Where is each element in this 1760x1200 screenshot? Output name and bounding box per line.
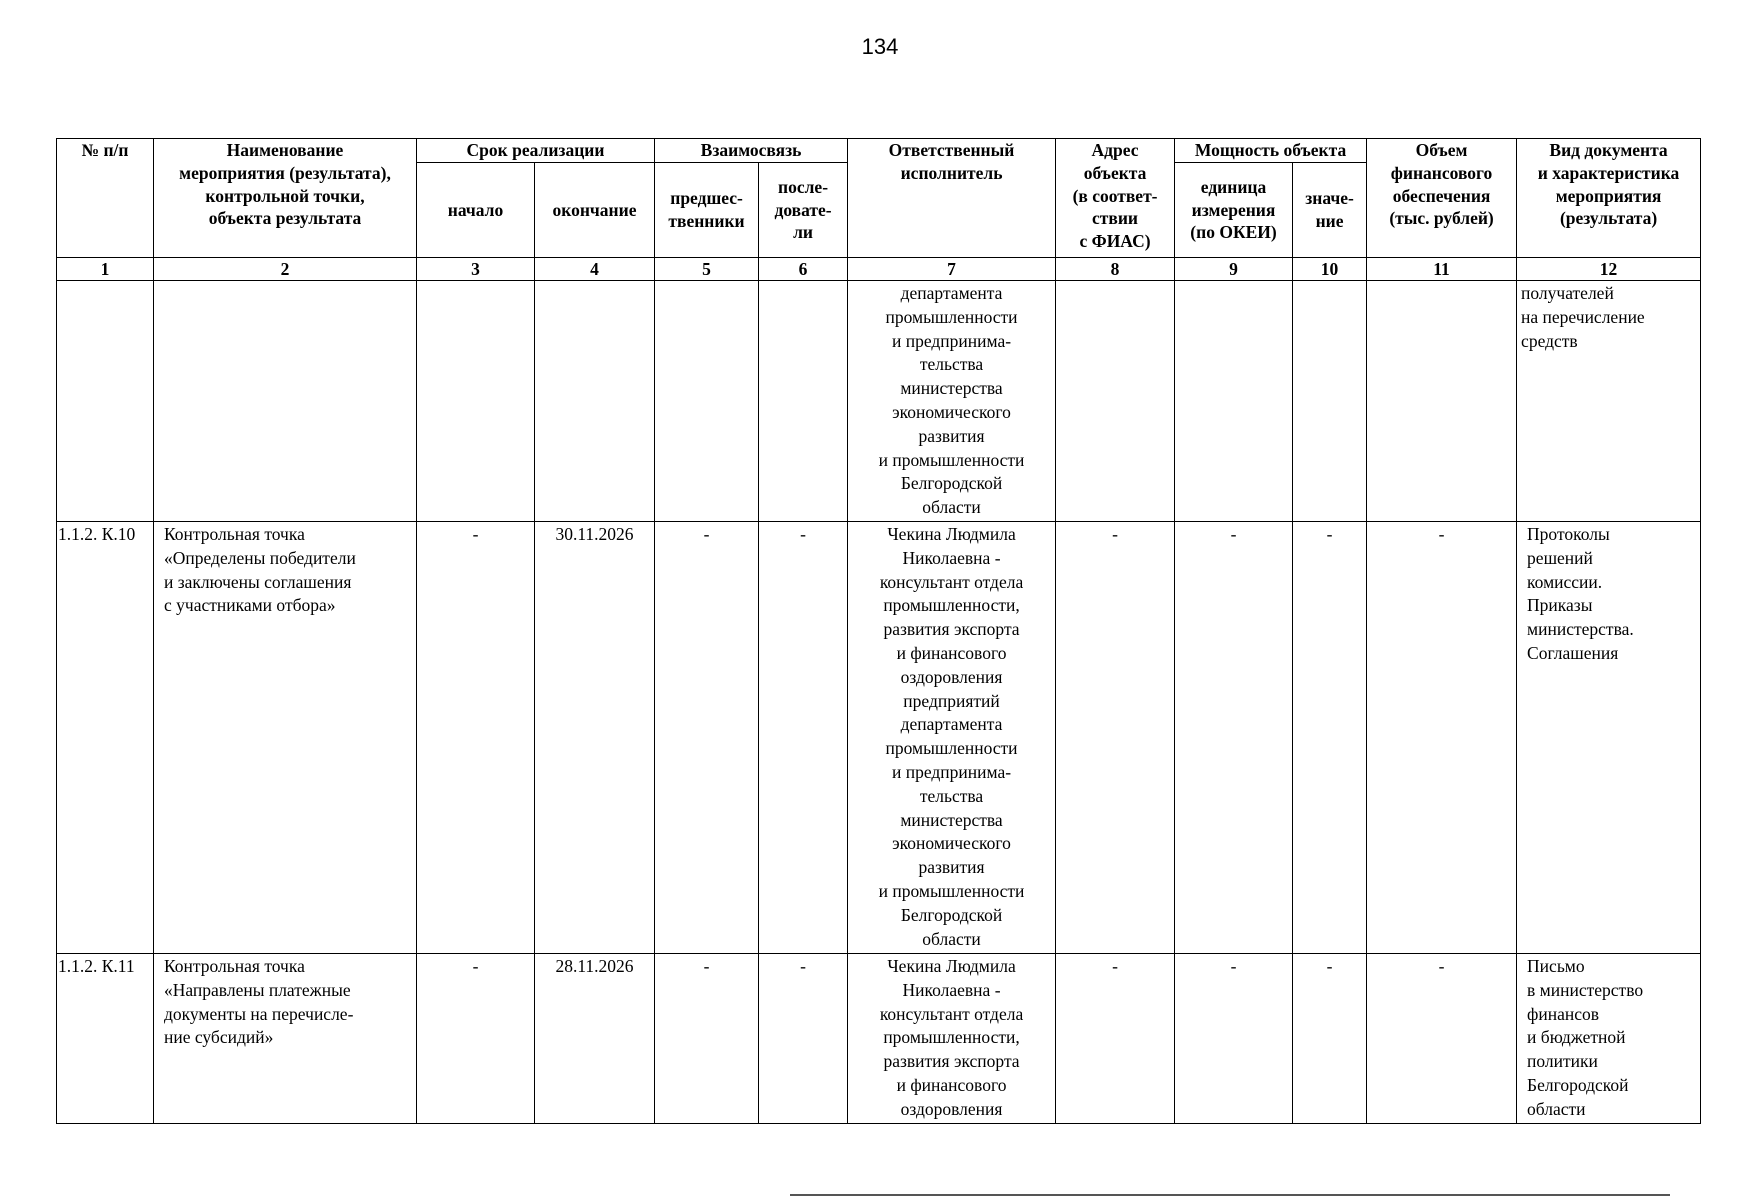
cell-unit: - [1175, 953, 1293, 1123]
cell-address: - [1056, 953, 1175, 1123]
cell-responsible: Чекина Людмила Николаевна - консультант отдела промышленности, развития экспорта и финансового оздоровления [848, 953, 1056, 1123]
cell-value: - [1293, 953, 1367, 1123]
header-link-group: Взаимосвязь [655, 139, 848, 163]
header-finance: Объем финансового обеспечения (тыс. рублей) [1367, 139, 1517, 258]
column-number: 6 [759, 258, 848, 281]
header-end: окончание [535, 163, 655, 258]
header-name: Наименование мероприятия (результата), контрольной точки, объекта результата [154, 139, 417, 258]
header-responsible: Ответственный исполнитель [848, 139, 1056, 258]
column-number: 8 [1056, 258, 1175, 281]
column-number: 5 [655, 258, 759, 281]
cell-unit [1175, 281, 1293, 522]
cell-end [535, 281, 655, 522]
header-unit: единица измерения (по ОКЕИ) [1175, 163, 1293, 258]
cell-responsible: Чекина Людмила Николаевна - консультант отдела промышленности, развития экспорта и финансового оздоровления предприятий департамента промышленности и предпринима- тельства министерства экономического развития и промышленности Белгородской области [848, 521, 1056, 953]
cell-successors: - [759, 521, 848, 953]
column-number: 9 [1175, 258, 1293, 281]
cell-document: получателей на перечисление средств [1517, 281, 1701, 522]
cell-successors: - [759, 953, 848, 1123]
cell-predecessors [655, 281, 759, 522]
implementation-plan-table [56, 138, 1701, 1124]
column-numbers-row [57, 258, 1701, 281]
cell-name: Контрольная точка «Определены победители и заключены соглашения с участниками отбора» [154, 521, 417, 953]
cell-document: Протоколы решений комиссии. Приказы министерства. Соглашения [1517, 521, 1701, 953]
cell-start [417, 281, 535, 522]
cell-document: Письмо в министерство финансов и бюджетной политики Белгородской области [1517, 953, 1701, 1123]
cell-value: - [1293, 521, 1367, 953]
cell-finance: - [1367, 953, 1517, 1123]
table-row [57, 521, 1701, 953]
cell-end: 28.11.2026 [535, 953, 655, 1123]
cell-unit: - [1175, 521, 1293, 953]
cell-value [1293, 281, 1367, 522]
column-number: 1 [57, 258, 154, 281]
column-number: 7 [848, 258, 1056, 281]
header-predecessors: предшес- твенники [655, 163, 759, 258]
footer-rule [790, 1194, 1670, 1196]
cell-predecessors: - [655, 521, 759, 953]
column-number: 3 [417, 258, 535, 281]
table-row [57, 281, 1701, 522]
cell-number: 1.1.2. К.10 [57, 521, 154, 953]
cell-number [57, 281, 154, 522]
page-number: 134 [861, 34, 899, 59]
column-number: 12 [1517, 258, 1701, 281]
cell-name: Контрольная точка «Направлены платежные документы на перечисле- ние субсидий» [154, 953, 417, 1123]
cell-name [154, 281, 417, 522]
cell-responsible: департамента промышленности и предпринима- тельства министерства экономического развития и промышленности Белгородской области [848, 281, 1056, 522]
column-number: 4 [535, 258, 655, 281]
header-document: Вид документа и характеристика мероприятия (результата) [1517, 139, 1701, 258]
header-address: Адрес объекта (в соответ- ствии с ФИАС) [1056, 139, 1175, 258]
cell-successors [759, 281, 848, 522]
cell-start: - [417, 953, 535, 1123]
cell-address: - [1056, 521, 1175, 953]
header-term-group: Срок реализации [417, 139, 655, 163]
table-row [57, 953, 1701, 1123]
column-number: 11 [1367, 258, 1517, 281]
cell-start: - [417, 521, 535, 953]
cell-end: 30.11.2026 [535, 521, 655, 953]
cell-finance [1367, 281, 1517, 522]
header-successors: после- довате- ли [759, 163, 848, 258]
cell-predecessors: - [655, 953, 759, 1123]
column-number: 10 [1293, 258, 1367, 281]
header-capacity-group: Мощность объекта [1175, 139, 1367, 163]
column-number: 2 [154, 258, 417, 281]
header-start: начало [417, 163, 535, 258]
table-header [57, 139, 1701, 281]
cell-number: 1.1.2. К.11 [57, 953, 154, 1123]
header-value: значе- ние [1293, 163, 1367, 258]
header-number: № п/п [57, 139, 154, 258]
cell-finance: - [1367, 521, 1517, 953]
table-body [57, 281, 1701, 1124]
cell-address [1056, 281, 1175, 522]
